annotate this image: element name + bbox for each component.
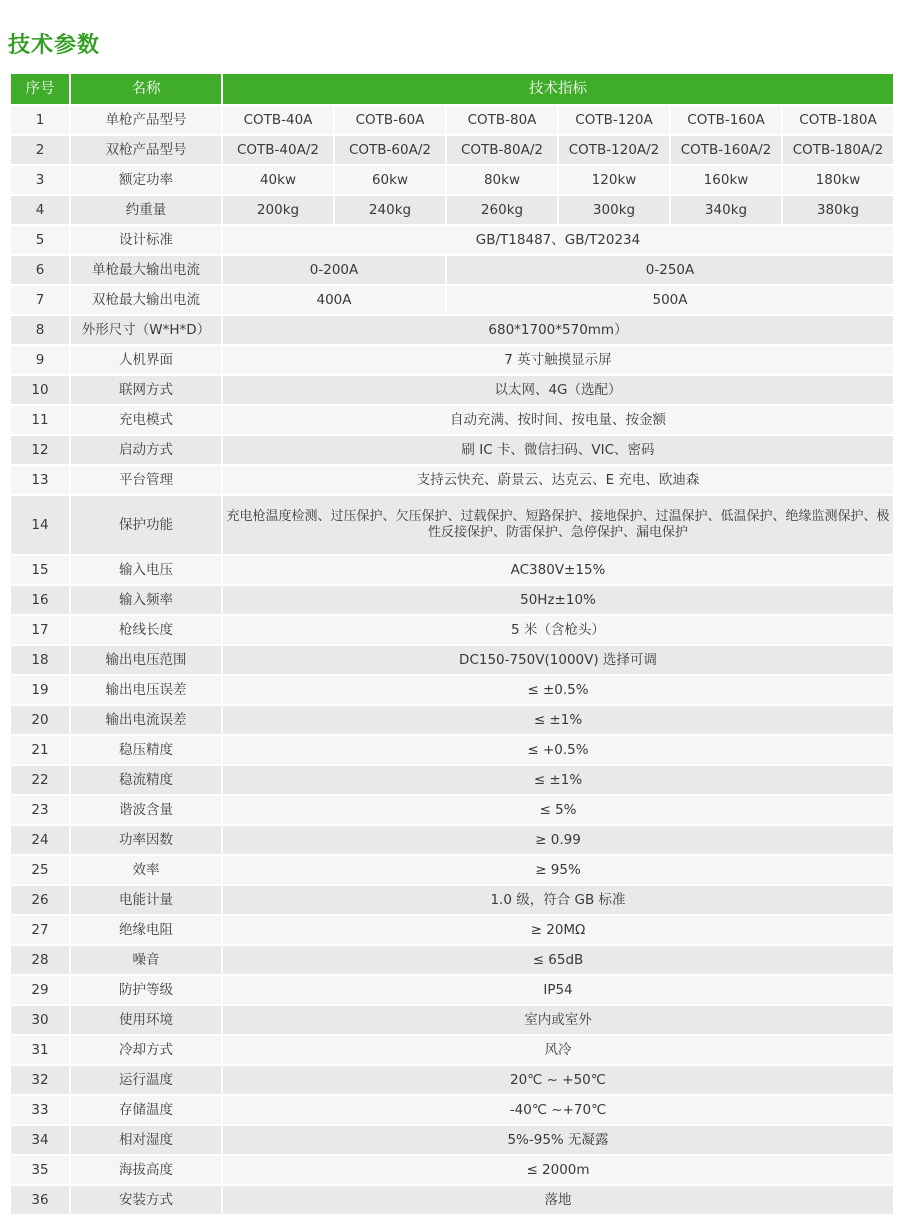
- row-value: 0-200A: [223, 256, 445, 284]
- row-value: 120kw: [559, 166, 669, 194]
- header-index: 序号: [11, 74, 69, 104]
- table-row: [11, 196, 893, 224]
- row-value: 1.0 级，符合 GB 标准: [223, 886, 893, 914]
- table-row: [11, 1126, 893, 1154]
- row-value: ≥ 95%: [223, 856, 893, 884]
- row-value: 刷 IC 卡、微信扫码、VIC、密码: [223, 436, 893, 464]
- row-index: 23: [11, 796, 69, 824]
- row-index: 10: [11, 376, 69, 404]
- row-value: 400A: [223, 286, 445, 314]
- row-index: 5: [11, 226, 69, 254]
- row-index: 31: [11, 1036, 69, 1064]
- row-index: 33: [11, 1096, 69, 1124]
- row-value: 7 英寸触摸显示屏: [223, 346, 893, 374]
- table-row: [11, 586, 893, 614]
- row-value: GB/T18487、GB/T20234: [223, 226, 893, 254]
- row-index: 3: [11, 166, 69, 194]
- row-value: COTB-40A/2: [223, 136, 333, 164]
- table-row: [11, 856, 893, 884]
- row-name: 启动方式: [71, 436, 221, 464]
- row-value: 260kg: [447, 196, 557, 224]
- table-row: [11, 346, 893, 374]
- row-value: COTB-180A: [783, 106, 893, 134]
- table-row: [11, 1066, 893, 1094]
- row-value: 以太网、4G（选配）: [223, 376, 893, 404]
- row-index: 17: [11, 616, 69, 644]
- row-name: 输入频率: [71, 586, 221, 614]
- row-value: COTB-60A: [335, 106, 445, 134]
- row-name: 输出电压范围: [71, 646, 221, 674]
- row-name: 双枪最大输出电流: [71, 286, 221, 314]
- row-name: 功率因数: [71, 826, 221, 854]
- row-value: ≤ 2000m: [223, 1156, 893, 1184]
- row-value: ≤ 65dB: [223, 946, 893, 974]
- row-index: 19: [11, 676, 69, 704]
- table-row: [11, 436, 893, 464]
- row-name: 单枪产品型号: [71, 106, 221, 134]
- row-value: COTB-60A/2: [335, 136, 445, 164]
- row-index: 13: [11, 466, 69, 494]
- row-index: 8: [11, 316, 69, 344]
- table-row: [11, 256, 893, 284]
- spec-table: [9, 72, 895, 1216]
- row-index: 22: [11, 766, 69, 794]
- table-row: [11, 286, 893, 314]
- row-value: 180kw: [783, 166, 893, 194]
- row-index: 11: [11, 406, 69, 434]
- table-row: [11, 886, 893, 914]
- row-name: 电能计量: [71, 886, 221, 914]
- table-row: [11, 736, 893, 764]
- row-name: 绝缘电阻: [71, 916, 221, 944]
- table-row: [11, 316, 893, 344]
- table-row: [11, 1006, 893, 1034]
- row-index: 9: [11, 346, 69, 374]
- row-index: 15: [11, 556, 69, 584]
- row-index: 21: [11, 736, 69, 764]
- table-row: [11, 1156, 893, 1184]
- table-row: [11, 916, 893, 944]
- row-index: 1: [11, 106, 69, 134]
- row-name: 安装方式: [71, 1186, 221, 1214]
- table-row: [11, 826, 893, 854]
- row-value: COTB-160A: [671, 106, 781, 134]
- row-name: 防护等级: [71, 976, 221, 1004]
- table-row: [11, 706, 893, 734]
- table-row: [11, 616, 893, 644]
- row-index: 24: [11, 826, 69, 854]
- table-row: [11, 376, 893, 404]
- row-value: COTB-80A/2: [447, 136, 557, 164]
- row-name: 保护功能: [71, 496, 221, 554]
- row-index: 14: [11, 496, 69, 554]
- row-value: 自动充满、按时间、按电量、按金额: [223, 406, 893, 434]
- row-value: 室内或室外: [223, 1006, 893, 1034]
- table-row: [11, 166, 893, 194]
- row-value: COTB-160A/2: [671, 136, 781, 164]
- row-name: 枪线长度: [71, 616, 221, 644]
- table-row: [11, 406, 893, 434]
- row-value: 50Hz±10%: [223, 586, 893, 614]
- row-value: 支持云快充、蔚景云、达克云、E 充电、欧迪森: [223, 466, 893, 494]
- row-name: 充电模式: [71, 406, 221, 434]
- row-name: 平台管理: [71, 466, 221, 494]
- row-name: 外形尺寸（W*H*D）: [71, 316, 221, 344]
- row-name: 相对湿度: [71, 1126, 221, 1154]
- row-value: COTB-180A/2: [783, 136, 893, 164]
- row-name: 约重量: [71, 196, 221, 224]
- row-name: 联网方式: [71, 376, 221, 404]
- header-name: 名称: [71, 74, 221, 104]
- row-value: 160kw: [671, 166, 781, 194]
- row-value: 500A: [447, 286, 893, 314]
- row-value: COTB-120A: [559, 106, 669, 134]
- row-index: 2: [11, 136, 69, 164]
- table-row: [11, 106, 893, 134]
- row-index: 32: [11, 1066, 69, 1094]
- row-value: 340kg: [671, 196, 781, 224]
- row-value: ≤ 5%: [223, 796, 893, 824]
- page-title: 技术参数: [8, 33, 101, 58]
- row-value: 40kw: [223, 166, 333, 194]
- row-value: 0-250A: [447, 256, 893, 284]
- row-index: 16: [11, 586, 69, 614]
- table-row: [11, 226, 893, 254]
- table-row: [11, 556, 893, 584]
- row-value: 20℃ ~ +50℃: [223, 1066, 893, 1094]
- row-name: 双枪产品型号: [71, 136, 221, 164]
- row-value: AC380V±15%: [223, 556, 893, 584]
- table-row: [11, 1186, 893, 1214]
- table-row: [11, 976, 893, 1004]
- row-value: COTB-80A: [447, 106, 557, 134]
- table-row: [11, 496, 893, 554]
- table-row: [11, 136, 893, 164]
- row-value: 60kw: [335, 166, 445, 194]
- table-row: [11, 946, 893, 974]
- row-name: 使用环境: [71, 1006, 221, 1034]
- row-value: ≥ 20MΩ: [223, 916, 893, 944]
- row-name: 单枪最大输出电流: [71, 256, 221, 284]
- row-value: COTB-120A/2: [559, 136, 669, 164]
- row-value: 充电枪温度检测、过压保护、欠压保护、过载保护、短路保护、接地保护、过温保护、低温保护、绝缘监测保护、极性反接保护、防雷保护、急停保护、漏电保护: [223, 496, 893, 554]
- row-index: 29: [11, 976, 69, 1004]
- row-value: 5 米（含枪头）: [223, 616, 893, 644]
- row-name: 稳压精度: [71, 736, 221, 764]
- row-index: 28: [11, 946, 69, 974]
- row-value: ≤ ±1%: [223, 766, 893, 794]
- row-index: 30: [11, 1006, 69, 1034]
- row-name: 额定功率: [71, 166, 221, 194]
- row-index: 35: [11, 1156, 69, 1184]
- row-index: 20: [11, 706, 69, 734]
- table-row: [11, 1096, 893, 1124]
- row-index: 27: [11, 916, 69, 944]
- row-value: 380kg: [783, 196, 893, 224]
- row-name: 运行温度: [71, 1066, 221, 1094]
- row-name: 输出电压误差: [71, 676, 221, 704]
- row-name: 海拔高度: [71, 1156, 221, 1184]
- row-value: 240kg: [335, 196, 445, 224]
- table-row: [11, 646, 893, 674]
- table-row: [11, 766, 893, 794]
- row-value: COTB-40A: [223, 106, 333, 134]
- row-index: 12: [11, 436, 69, 464]
- row-name: 输出电流误差: [71, 706, 221, 734]
- row-index: 18: [11, 646, 69, 674]
- row-value: DC150-750V(1000V) 选择可调: [223, 646, 893, 674]
- row-name: 人机界面: [71, 346, 221, 374]
- row-value: ≤ +0.5%: [223, 736, 893, 764]
- table-header-row: [11, 74, 893, 104]
- row-index: 26: [11, 886, 69, 914]
- row-index: 34: [11, 1126, 69, 1154]
- row-name: 冷却方式: [71, 1036, 221, 1064]
- row-value: 5%-95% 无凝露: [223, 1126, 893, 1154]
- table-row: [11, 1036, 893, 1064]
- row-value: ≤ ±0.5%: [223, 676, 893, 704]
- row-name: 设计标准: [71, 226, 221, 254]
- row-name: 存储温度: [71, 1096, 221, 1124]
- row-value: 300kg: [559, 196, 669, 224]
- row-index: 7: [11, 286, 69, 314]
- row-index: 6: [11, 256, 69, 284]
- row-value: ≥ 0.99: [223, 826, 893, 854]
- header-spec: 技术指标: [223, 74, 893, 104]
- table-row: [11, 676, 893, 704]
- row-value: 落地: [223, 1186, 893, 1214]
- row-name: 输入电压: [71, 556, 221, 584]
- row-name: 谐波含量: [71, 796, 221, 824]
- row-index: 25: [11, 856, 69, 884]
- table-row: [11, 466, 893, 494]
- row-name: 稳流精度: [71, 766, 221, 794]
- row-name: 效率: [71, 856, 221, 884]
- row-value: 680*1700*570mm）: [223, 316, 893, 344]
- row-index: 4: [11, 196, 69, 224]
- row-value: 200kg: [223, 196, 333, 224]
- row-value: 80kw: [447, 166, 557, 194]
- row-value: ≤ ±1%: [223, 706, 893, 734]
- table-row: [11, 796, 893, 824]
- row-value: 风冷: [223, 1036, 893, 1064]
- row-value: -40℃ ~+70℃: [223, 1096, 893, 1124]
- row-value: IP54: [223, 976, 893, 1004]
- row-name: 噪音: [71, 946, 221, 974]
- row-index: 36: [11, 1186, 69, 1214]
